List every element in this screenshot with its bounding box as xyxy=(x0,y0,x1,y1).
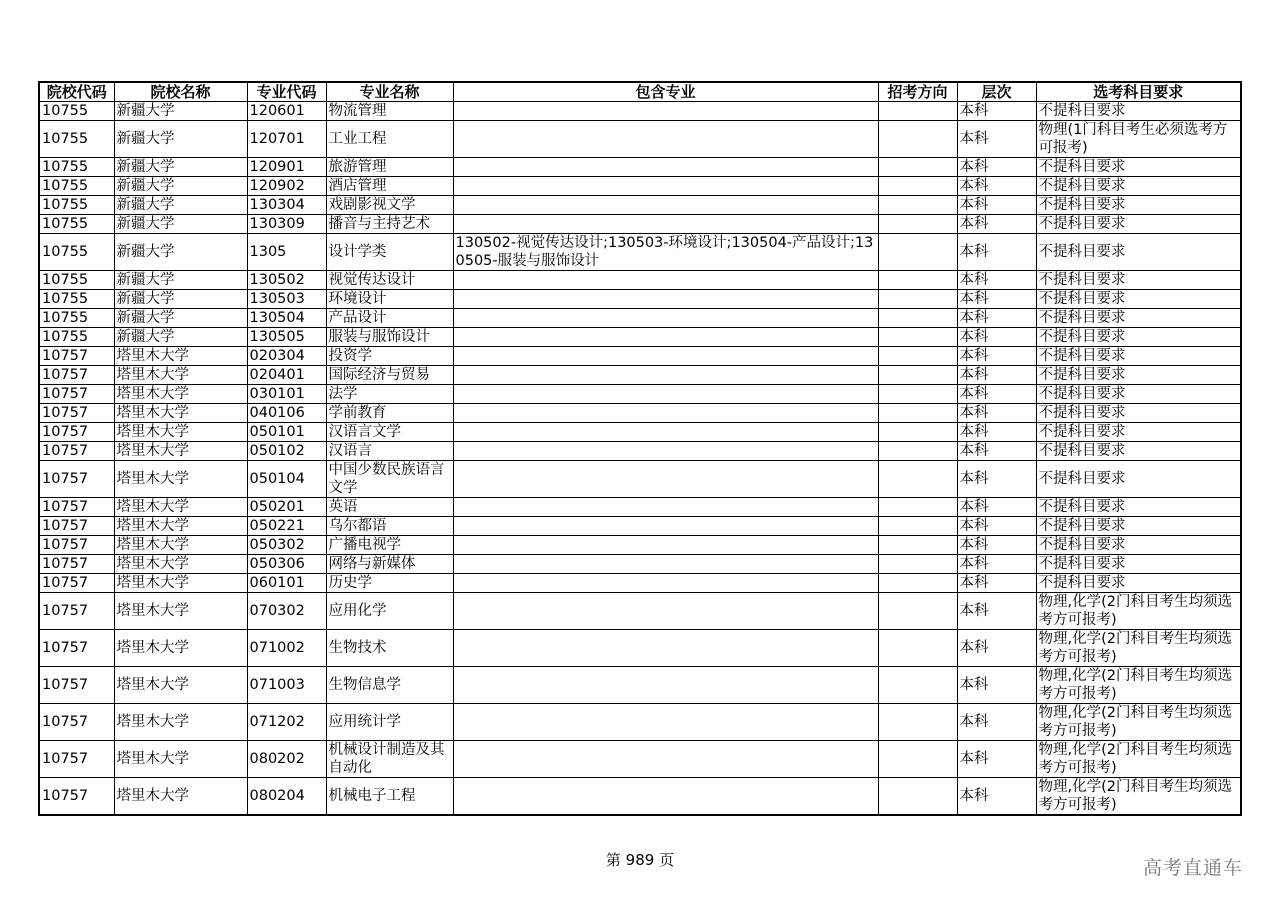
cell-included-majors xyxy=(453,630,878,667)
cell-school-name: 塔里木大学 xyxy=(114,461,247,498)
table-row xyxy=(39,536,1241,555)
cell-major-code: 080204 xyxy=(247,778,326,816)
cell-direction xyxy=(878,234,957,271)
cell-major-code: 130504 xyxy=(247,309,326,328)
cell-subject-requirement: 物理,化学(2门科目考生均须选考方可报考) xyxy=(1036,667,1241,704)
table-row xyxy=(39,461,1241,498)
cell-subject-requirement: 不提科目要求 xyxy=(1036,177,1241,196)
cell-school-name: 新疆大学 xyxy=(114,196,247,215)
cell-subject-requirement: 不提科目要求 xyxy=(1036,215,1241,234)
cell-included-majors xyxy=(453,177,878,196)
cell-included-majors xyxy=(453,498,878,517)
cell-major-code: 030101 xyxy=(247,385,326,404)
cell-included-majors xyxy=(453,555,878,574)
cell-direction xyxy=(878,102,957,121)
cell-school-code: 10755 xyxy=(39,196,114,215)
cell-school-name: 塔里木大学 xyxy=(114,778,247,816)
cell-major-name: 戏剧影视文学 xyxy=(326,196,453,215)
cell-school-name: 塔里木大学 xyxy=(114,423,247,442)
cell-major-code: 050101 xyxy=(247,423,326,442)
cell-major-name: 中国少数民族语言文学 xyxy=(326,461,453,498)
cell-direction xyxy=(878,290,957,309)
cell-direction xyxy=(878,461,957,498)
cell-included-majors xyxy=(453,741,878,778)
cell-major-code: 120901 xyxy=(247,158,326,177)
cell-included-majors xyxy=(453,442,878,461)
cell-subject-requirement: 不提科目要求 xyxy=(1036,196,1241,215)
cell-major-code: 120902 xyxy=(247,177,326,196)
table-row xyxy=(39,215,1241,234)
cell-level: 本科 xyxy=(957,517,1036,536)
cell-included-majors xyxy=(453,196,878,215)
cell-school-code: 10757 xyxy=(39,442,114,461)
cell-subject-requirement: 不提科目要求 xyxy=(1036,555,1241,574)
cell-major-code: 130503 xyxy=(247,290,326,309)
cell-level: 本科 xyxy=(957,271,1036,290)
cell-major-name: 历史学 xyxy=(326,574,453,593)
cell-subject-requirement: 物理,化学(2门科目考生均须选考方可报考) xyxy=(1036,704,1241,741)
cell-school-code: 10757 xyxy=(39,704,114,741)
cell-major-code: 020401 xyxy=(247,366,326,385)
cell-direction xyxy=(878,517,957,536)
table-row xyxy=(39,704,1241,741)
cell-major-code: 050102 xyxy=(247,442,326,461)
cell-included-majors xyxy=(453,423,878,442)
cell-school-name: 塔里木大学 xyxy=(114,630,247,667)
table-row xyxy=(39,498,1241,517)
cell-subject-requirement: 不提科目要求 xyxy=(1036,536,1241,555)
cell-level: 本科 xyxy=(957,309,1036,328)
cell-subject-requirement: 不提科目要求 xyxy=(1036,290,1241,309)
cell-major-name: 工业工程 xyxy=(326,121,453,158)
cell-direction xyxy=(878,366,957,385)
cell-level: 本科 xyxy=(957,234,1036,271)
cell-school-code: 10755 xyxy=(39,290,114,309)
cell-subject-requirement: 不提科目要求 xyxy=(1036,385,1241,404)
cell-direction xyxy=(878,442,957,461)
cell-major-name: 汉语言 xyxy=(326,442,453,461)
table-row xyxy=(39,404,1241,423)
cell-school-name: 新疆大学 xyxy=(114,215,247,234)
cell-subject-requirement: 不提科目要求 xyxy=(1036,347,1241,366)
cell-school-code: 10755 xyxy=(39,271,114,290)
cell-school-code: 10757 xyxy=(39,498,114,517)
cell-school-name: 塔里木大学 xyxy=(114,667,247,704)
cell-major-name: 投资学 xyxy=(326,347,453,366)
cell-subject-requirement: 不提科目要求 xyxy=(1036,574,1241,593)
cell-school-name: 新疆大学 xyxy=(114,121,247,158)
cell-major-code: 130304 xyxy=(247,196,326,215)
cell-school-name: 新疆大学 xyxy=(114,102,247,121)
cell-included-majors xyxy=(453,461,878,498)
cell-level: 本科 xyxy=(957,328,1036,347)
cell-included-majors xyxy=(453,215,878,234)
cell-major-code: 120701 xyxy=(247,121,326,158)
cell-subject-requirement: 物理(1门科目考生必须选考方可报考) xyxy=(1036,121,1241,158)
cell-direction xyxy=(878,593,957,630)
cell-school-name: 新疆大学 xyxy=(114,271,247,290)
cell-subject-requirement: 物理,化学(2门科目考生均须选考方可报考) xyxy=(1036,741,1241,778)
cell-major-name: 汉语言文学 xyxy=(326,423,453,442)
cell-level: 本科 xyxy=(957,442,1036,461)
cell-school-code: 10757 xyxy=(39,461,114,498)
cell-subject-requirement: 不提科目要求 xyxy=(1036,442,1241,461)
cell-included-majors xyxy=(453,328,878,347)
page-number: 第 989 页 xyxy=(605,851,675,869)
cell-included-majors: 130502-视觉传达设计;130503-环境设计;130504-产品设计;130505-服装与服饰设计 xyxy=(453,234,878,271)
cell-direction xyxy=(878,309,957,328)
table-row xyxy=(39,741,1241,778)
cell-school-code: 10757 xyxy=(39,667,114,704)
cell-level: 本科 xyxy=(957,630,1036,667)
table-row xyxy=(39,555,1241,574)
cell-major-code: 070302 xyxy=(247,593,326,630)
cell-major-name: 生物信息学 xyxy=(326,667,453,704)
cell-subject-requirement: 不提科目要求 xyxy=(1036,404,1241,423)
cell-direction xyxy=(878,741,957,778)
cell-school-code: 10755 xyxy=(39,215,114,234)
cell-school-code: 10757 xyxy=(39,404,114,423)
cell-direction xyxy=(878,385,957,404)
cell-major-code: 071003 xyxy=(247,667,326,704)
cell-direction xyxy=(878,215,957,234)
cell-level: 本科 xyxy=(957,498,1036,517)
cell-subject-requirement: 不提科目要求 xyxy=(1036,328,1241,347)
cell-school-code: 10757 xyxy=(39,574,114,593)
cell-subject-requirement: 物理,化学(2门科目考生均须选考方可报考) xyxy=(1036,630,1241,667)
cell-level: 本科 xyxy=(957,778,1036,816)
table-row xyxy=(39,121,1241,158)
cell-major-code: 071002 xyxy=(247,630,326,667)
cell-direction xyxy=(878,271,957,290)
cell-direction xyxy=(878,347,957,366)
cell-included-majors xyxy=(453,366,878,385)
cell-level: 本科 xyxy=(957,347,1036,366)
cell-subject-requirement: 不提科目要求 xyxy=(1036,234,1241,271)
cell-subject-requirement: 不提科目要求 xyxy=(1036,271,1241,290)
cell-subject-requirement: 不提科目要求 xyxy=(1036,423,1241,442)
cell-direction xyxy=(878,667,957,704)
cell-included-majors xyxy=(453,385,878,404)
cell-major-name: 学前教育 xyxy=(326,404,453,423)
cell-level: 本科 xyxy=(957,461,1036,498)
cell-school-code: 10757 xyxy=(39,517,114,536)
table-header-row xyxy=(39,82,1241,102)
table-row xyxy=(39,423,1241,442)
cell-major-name: 服装与服饰设计 xyxy=(326,328,453,347)
cell-direction xyxy=(878,121,957,158)
cell-direction xyxy=(878,158,957,177)
table-row xyxy=(39,309,1241,328)
cell-level: 本科 xyxy=(957,593,1036,630)
cell-subject-requirement: 物理,化学(2门科目考生均须选考方可报考) xyxy=(1036,593,1241,630)
table-row xyxy=(39,385,1241,404)
cell-level: 本科 xyxy=(957,574,1036,593)
cell-level: 本科 xyxy=(957,215,1036,234)
cell-major-name: 播音与主持艺术 xyxy=(326,215,453,234)
cell-school-code: 10755 xyxy=(39,102,114,121)
cell-school-code: 10757 xyxy=(39,741,114,778)
table-row xyxy=(39,290,1241,309)
cell-school-code: 10755 xyxy=(39,158,114,177)
cell-school-name: 新疆大学 xyxy=(114,177,247,196)
cell-major-code: 050302 xyxy=(247,536,326,555)
table-row xyxy=(39,196,1241,215)
cell-included-majors xyxy=(453,102,878,121)
cell-major-name: 应用化学 xyxy=(326,593,453,630)
cell-subject-requirement: 不提科目要求 xyxy=(1036,366,1241,385)
cell-school-code: 10757 xyxy=(39,630,114,667)
cell-level: 本科 xyxy=(957,555,1036,574)
table-row xyxy=(39,366,1241,385)
cell-direction xyxy=(878,404,957,423)
cell-direction xyxy=(878,177,957,196)
cell-direction xyxy=(878,328,957,347)
cell-major-name: 设计学类 xyxy=(326,234,453,271)
cell-school-name: 塔里木大学 xyxy=(114,555,247,574)
table-row xyxy=(39,158,1241,177)
table-row xyxy=(39,667,1241,704)
cell-school-name: 塔里木大学 xyxy=(114,385,247,404)
cell-school-name: 塔里木大学 xyxy=(114,404,247,423)
cell-included-majors xyxy=(453,704,878,741)
cell-major-name: 酒店管理 xyxy=(326,177,453,196)
cell-direction xyxy=(878,555,957,574)
cell-school-name: 塔里木大学 xyxy=(114,366,247,385)
cell-major-code: 120601 xyxy=(247,102,326,121)
cell-school-name: 塔里木大学 xyxy=(114,536,247,555)
cell-direction xyxy=(878,423,957,442)
cell-school-name: 塔里木大学 xyxy=(114,574,247,593)
table-row xyxy=(39,574,1241,593)
cell-included-majors xyxy=(453,404,878,423)
cell-school-name: 新疆大学 xyxy=(114,328,247,347)
cell-direction xyxy=(878,778,957,816)
cell-direction xyxy=(878,196,957,215)
cell-major-code: 130309 xyxy=(247,215,326,234)
table-row xyxy=(39,102,1241,121)
cell-direction xyxy=(878,704,957,741)
cell-school-name: 新疆大学 xyxy=(114,309,247,328)
cell-school-code: 10757 xyxy=(39,347,114,366)
cell-school-code: 10757 xyxy=(39,778,114,816)
table-row xyxy=(39,177,1241,196)
cell-level: 本科 xyxy=(957,177,1036,196)
table-row xyxy=(39,328,1241,347)
cell-level: 本科 xyxy=(957,102,1036,121)
cell-major-name: 生物技术 xyxy=(326,630,453,667)
cell-included-majors xyxy=(453,290,878,309)
cell-major-name: 应用统计学 xyxy=(326,704,453,741)
cell-school-name: 塔里木大学 xyxy=(114,498,247,517)
cell-level: 本科 xyxy=(957,404,1036,423)
cell-school-code: 10757 xyxy=(39,593,114,630)
cell-school-name: 塔里木大学 xyxy=(114,704,247,741)
cell-level: 本科 xyxy=(957,741,1036,778)
header-major-name: 专业名称 xyxy=(326,82,453,102)
cell-major-name: 机械电子工程 xyxy=(326,778,453,816)
cell-direction xyxy=(878,630,957,667)
cell-major-code: 080202 xyxy=(247,741,326,778)
cell-school-name: 塔里木大学 xyxy=(114,593,247,630)
cell-included-majors xyxy=(453,271,878,290)
cell-major-name: 乌尔都语 xyxy=(326,517,453,536)
cell-major-name: 法学 xyxy=(326,385,453,404)
header-major-code: 专业代码 xyxy=(247,82,326,102)
header-subject-requirement: 选考科目要求 xyxy=(1036,82,1241,102)
cell-major-code: 050201 xyxy=(247,498,326,517)
cell-level: 本科 xyxy=(957,158,1036,177)
cell-direction xyxy=(878,574,957,593)
cell-major-name: 网络与新媒体 xyxy=(326,555,453,574)
cell-school-name: 塔里木大学 xyxy=(114,741,247,778)
cell-school-code: 10757 xyxy=(39,536,114,555)
cell-major-code: 130502 xyxy=(247,271,326,290)
cell-included-majors xyxy=(453,309,878,328)
cell-school-code: 10755 xyxy=(39,177,114,196)
cell-level: 本科 xyxy=(957,536,1036,555)
cell-included-majors xyxy=(453,667,878,704)
cell-major-name: 机械设计制造及其自动化 xyxy=(326,741,453,778)
cell-school-name: 新疆大学 xyxy=(114,158,247,177)
cell-major-code: 050306 xyxy=(247,555,326,574)
cell-major-name: 视觉传达设计 xyxy=(326,271,453,290)
cell-subject-requirement: 物理,化学(2门科目考生均须选考方可报考) xyxy=(1036,778,1241,816)
cell-major-code: 040106 xyxy=(247,404,326,423)
cell-level: 本科 xyxy=(957,385,1036,404)
cell-major-name: 产品设计 xyxy=(326,309,453,328)
cell-school-code: 10755 xyxy=(39,328,114,347)
cell-included-majors xyxy=(453,347,878,366)
cell-subject-requirement: 不提科目要求 xyxy=(1036,517,1241,536)
table-row xyxy=(39,778,1241,816)
cell-school-code: 10757 xyxy=(39,423,114,442)
cell-direction xyxy=(878,536,957,555)
cell-major-code: 060101 xyxy=(247,574,326,593)
cell-school-code: 10757 xyxy=(39,555,114,574)
cell-subject-requirement: 不提科目要求 xyxy=(1036,158,1241,177)
table-row xyxy=(39,347,1241,366)
cell-major-name: 国际经济与贸易 xyxy=(326,366,453,385)
cell-major-code: 050104 xyxy=(247,461,326,498)
cell-direction xyxy=(878,498,957,517)
header-school-code: 院校代码 xyxy=(39,82,114,102)
admissions-table xyxy=(38,81,1242,816)
header-included-majors: 包含专业 xyxy=(453,82,878,102)
cell-school-code: 10755 xyxy=(39,234,114,271)
cell-level: 本科 xyxy=(957,290,1036,309)
cell-major-code: 020304 xyxy=(247,347,326,366)
cell-major-name: 英语 xyxy=(326,498,453,517)
cell-major-name: 广播电视学 xyxy=(326,536,453,555)
table-row xyxy=(39,234,1241,271)
cell-major-code: 071202 xyxy=(247,704,326,741)
cell-major-name: 环境设计 xyxy=(326,290,453,309)
cell-major-code: 130505 xyxy=(247,328,326,347)
cell-school-name: 塔里木大学 xyxy=(114,442,247,461)
cell-included-majors xyxy=(453,536,878,555)
cell-school-code: 10757 xyxy=(39,385,114,404)
table-body xyxy=(39,102,1241,816)
cell-subject-requirement: 不提科目要求 xyxy=(1036,461,1241,498)
cell-level: 本科 xyxy=(957,423,1036,442)
cell-included-majors xyxy=(453,517,878,536)
cell-school-code: 10755 xyxy=(39,309,114,328)
cell-school-code: 10757 xyxy=(39,366,114,385)
table-row xyxy=(39,630,1241,667)
cell-subject-requirement: 不提科目要求 xyxy=(1036,102,1241,121)
cell-major-code: 1305 xyxy=(247,234,326,271)
table-row xyxy=(39,517,1241,536)
cell-level: 本科 xyxy=(957,121,1036,158)
cell-level: 本科 xyxy=(957,667,1036,704)
header-direction: 招考方向 xyxy=(878,82,957,102)
header-school-name: 院校名称 xyxy=(114,82,247,102)
cell-level: 本科 xyxy=(957,366,1036,385)
table-row xyxy=(39,271,1241,290)
cell-included-majors xyxy=(453,778,878,816)
header-level: 层次 xyxy=(957,82,1036,102)
cell-school-name: 塔里木大学 xyxy=(114,347,247,366)
table-row xyxy=(39,593,1241,630)
cell-included-majors xyxy=(453,158,878,177)
cell-included-majors xyxy=(453,121,878,158)
cell-school-name: 塔里木大学 xyxy=(114,517,247,536)
cell-major-name: 旅游管理 xyxy=(326,158,453,177)
cell-school-name: 新疆大学 xyxy=(114,234,247,271)
cell-major-code: 050221 xyxy=(247,517,326,536)
table-row xyxy=(39,442,1241,461)
cell-included-majors xyxy=(453,593,878,630)
cell-level: 本科 xyxy=(957,196,1036,215)
cell-subject-requirement: 不提科目要求 xyxy=(1036,498,1241,517)
watermark-logo-text: 高考直通车 xyxy=(1143,857,1244,879)
cell-included-majors xyxy=(453,574,878,593)
cell-subject-requirement: 不提科目要求 xyxy=(1036,309,1241,328)
cell-level: 本科 xyxy=(957,704,1036,741)
cell-school-code: 10755 xyxy=(39,121,114,158)
cell-major-name: 物流管理 xyxy=(326,102,453,121)
cell-school-name: 新疆大学 xyxy=(114,290,247,309)
